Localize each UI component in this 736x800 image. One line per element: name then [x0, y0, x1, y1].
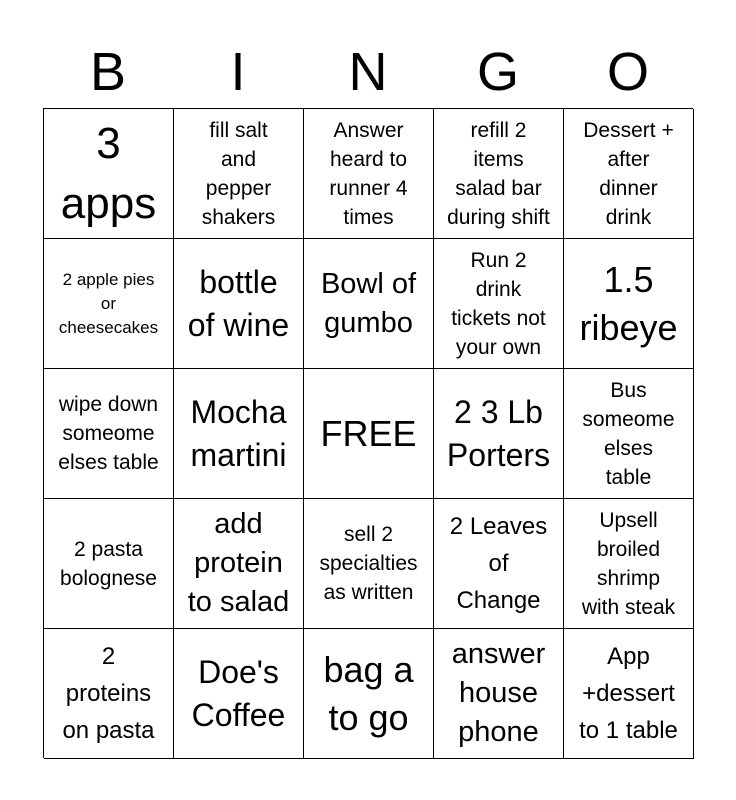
cell-text: sell 2 specialties as written	[319, 523, 418, 604]
free-space-cell[interactable]	[304, 369, 434, 499]
header-letter-g: G	[476, 42, 519, 102]
bingo-cell[interactable]	[304, 239, 434, 369]
bingo-cell[interactable]	[174, 239, 304, 369]
cell-text: Bus someome elses table	[582, 378, 675, 489]
cell-text: wipe down someome elses table	[58, 393, 159, 474]
cell-text: Doe's Coffee	[191, 653, 286, 733]
bingo-cell[interactable]	[564, 499, 694, 629]
bingo-cell[interactable]	[174, 369, 304, 499]
bingo-cell[interactable]	[304, 629, 434, 759]
bingo-cell[interactable]	[434, 629, 564, 759]
cell-text: bag a to go	[323, 648, 414, 738]
bingo-cell[interactable]	[44, 239, 174, 369]
bingo-cell[interactable]	[304, 499, 434, 629]
cell-text: Bowl of gumbo	[320, 267, 417, 339]
cell-text: Run 2 drink tickets not your own	[451, 248, 546, 359]
header-letter-b: B	[89, 42, 127, 102]
cell-text: bottle of wine	[187, 263, 290, 343]
bingo-cell[interactable]	[174, 629, 304, 759]
header-letter-i: I	[230, 42, 246, 102]
bingo-cell[interactable]	[434, 499, 564, 629]
bingo-cell[interactable]	[174, 499, 304, 629]
bingo-cell[interactable]	[44, 499, 174, 629]
bingo-cell[interactable]	[434, 109, 564, 239]
cell-text: 2 apple pies or cheesecakes	[58, 269, 159, 337]
cell-text: App +dessert to 1 table	[579, 643, 678, 744]
bingo-card-grid	[43, 108, 693, 758]
cell-text: Mocha martini	[190, 393, 287, 473]
cell-text: answer house phone	[451, 638, 546, 748]
bingo-cell[interactable]	[44, 109, 174, 239]
bingo-cell[interactable]	[564, 629, 694, 759]
cell-text: refill 2 items salad bar during shift	[447, 118, 550, 229]
bingo-cell[interactable]	[564, 239, 694, 369]
cell-text: 1.5 ribeye	[579, 258, 678, 348]
cell-text: fill salt and pepper shakers	[201, 118, 276, 229]
cell-text: add protein to salad	[187, 508, 290, 618]
cell-text: 2 proteins on pasta	[62, 643, 155, 744]
header-letter-o: O	[606, 42, 649, 102]
cell-text: Upsell broiled shrimp with steak	[581, 508, 676, 619]
header-letter-n: N	[348, 42, 388, 102]
bingo-cell[interactable]	[44, 369, 174, 499]
bingo-cell[interactable]	[304, 109, 434, 239]
cell-text: 2 Leaves of Change	[449, 513, 548, 614]
bingo-cell[interactable]	[44, 629, 174, 759]
bingo-cell[interactable]	[434, 239, 564, 369]
free-space-text: FREE	[320, 412, 417, 454]
bingo-cell[interactable]	[434, 369, 564, 499]
cell-text: Answer heard to runner 4 times	[329, 118, 408, 229]
cell-text: 2 3 Lb Porters	[446, 393, 551, 473]
cell-text: Dessert + after dinner drink	[583, 118, 674, 229]
bingo-cell[interactable]	[174, 109, 304, 239]
bingo-cell[interactable]	[564, 109, 694, 239]
bingo-cell[interactable]	[564, 369, 694, 499]
cell-text: 2 pasta bolognese	[60, 537, 157, 590]
cell-text: 3 apps	[60, 118, 157, 228]
bingo-header	[43, 36, 693, 108]
